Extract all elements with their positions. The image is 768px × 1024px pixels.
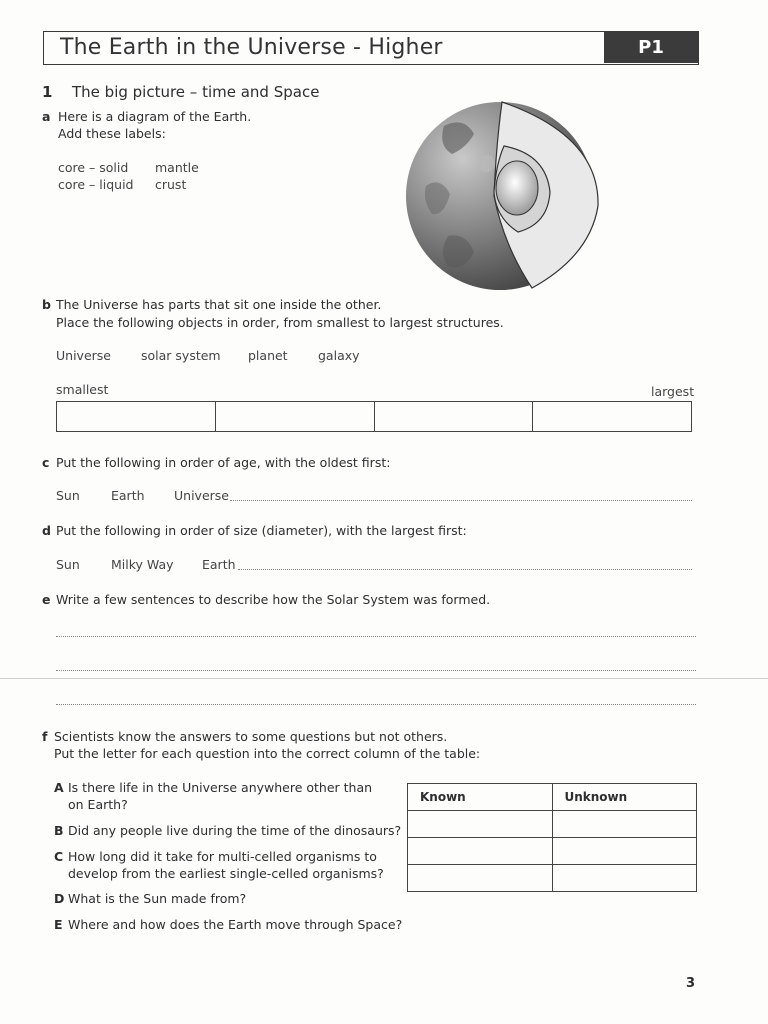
- order-box-3[interactable]: [374, 402, 533, 432]
- question-c-line1: How long did it take for multi-celled organisms to: [68, 849, 377, 864]
- part-c-prompt: Put the following in order of age, with the oldest first:: [56, 455, 391, 470]
- page-title: The Earth in the Universe - Higher: [60, 35, 443, 60]
- part-e-letter: e: [42, 592, 51, 607]
- part-f-letter: f: [42, 729, 48, 744]
- unknown-cell-2[interactable]: [552, 838, 697, 865]
- page-header: [43, 31, 699, 65]
- section-title: The big picture – time and Space: [72, 83, 320, 101]
- question-a-line1: Is there life in the Universe anywhere other than: [68, 780, 373, 795]
- known-cell-3[interactable]: [408, 865, 553, 892]
- answer-line-e3[interactable]: [56, 704, 696, 705]
- answer-line-e2[interactable]: [56, 670, 696, 671]
- label-crust: crust: [155, 177, 187, 192]
- known-header: Known: [408, 784, 553, 811]
- question-c-letter: C: [54, 849, 64, 864]
- part-b-letter: b: [42, 297, 51, 312]
- earth-cutaway-diagram: [404, 96, 602, 296]
- part-a-line2: Add these labels:: [58, 126, 166, 141]
- part-b-line1: The Universe has parts that sit one inside the other.: [56, 297, 382, 312]
- answer-line-c[interactable]: [230, 500, 692, 501]
- unknown-cell-3[interactable]: [552, 865, 697, 892]
- age-item-universe: Universe: [174, 488, 229, 503]
- label-mantle: mantle: [155, 160, 199, 175]
- order-table: [56, 401, 692, 432]
- item-solar-system: solar system: [141, 348, 221, 363]
- label-core-liquid: core – liquid: [58, 177, 134, 192]
- question-e-letter: E: [54, 917, 63, 932]
- question-d-line1: What is the Sun made from?: [68, 891, 247, 906]
- label-core-solid: core – solid: [58, 160, 129, 175]
- question-b-line1: Did any people live during the time of the dinosaurs?: [68, 823, 402, 838]
- question-b-letter: B: [54, 823, 64, 838]
- part-e-prompt: Write a few sentences to describe how the Solar System was formed.: [56, 592, 491, 607]
- age-item-earth: Earth: [111, 488, 145, 503]
- known-cell-1[interactable]: [408, 811, 553, 838]
- order-box-2[interactable]: [215, 402, 374, 432]
- item-universe: Universe: [56, 348, 111, 363]
- item-planet: planet: [248, 348, 288, 363]
- question-a-line2: on Earth?: [68, 797, 128, 812]
- part-a-line1: Here is a diagram of the Earth.: [58, 109, 252, 124]
- known-unknown-table: [407, 783, 697, 892]
- age-item-sun: Sun: [56, 488, 80, 503]
- question-e-line1: Where and how does the Earth move through Space?: [68, 917, 403, 932]
- order-box-1[interactable]: [57, 402, 216, 432]
- question-a-letter: A: [54, 780, 64, 795]
- size-item-earth: Earth: [202, 557, 236, 572]
- part-d-letter: d: [42, 523, 51, 538]
- part-d-prompt: Put the following in order of size (diameter), with the largest first:: [56, 523, 467, 538]
- question-d-letter: D: [54, 891, 65, 906]
- part-f-line2: Put the letter for each question into the correct column of the table:: [54, 746, 481, 761]
- answer-line-e1[interactable]: [56, 636, 696, 637]
- largest-label: largest: [651, 384, 695, 399]
- unknown-header: Unknown: [552, 784, 697, 811]
- known-cell-2[interactable]: [408, 838, 553, 865]
- scan-fold-line: [0, 678, 768, 679]
- part-a-letter: a: [42, 109, 51, 124]
- answer-line-d[interactable]: [238, 569, 692, 570]
- size-item-sun: Sun: [56, 557, 80, 572]
- size-item-milky-way: Milky Way: [111, 557, 174, 572]
- part-b-line2: Place the following objects in order, from smallest to largest structures.: [56, 315, 504, 330]
- question-c-line2: develop from the earliest single-celled organisms?: [68, 866, 384, 881]
- part-c-letter: c: [42, 455, 50, 470]
- item-galaxy: galaxy: [318, 348, 360, 363]
- page-number: 3: [685, 976, 695, 991]
- order-box-4[interactable]: [533, 402, 692, 432]
- unit-badge: P1: [604, 32, 698, 63]
- unknown-cell-1[interactable]: [552, 811, 697, 838]
- section-number: 1: [42, 83, 53, 101]
- part-f-line1: Scientists know the answers to some questions but not others.: [54, 729, 448, 744]
- smallest-label: smallest: [56, 382, 109, 397]
